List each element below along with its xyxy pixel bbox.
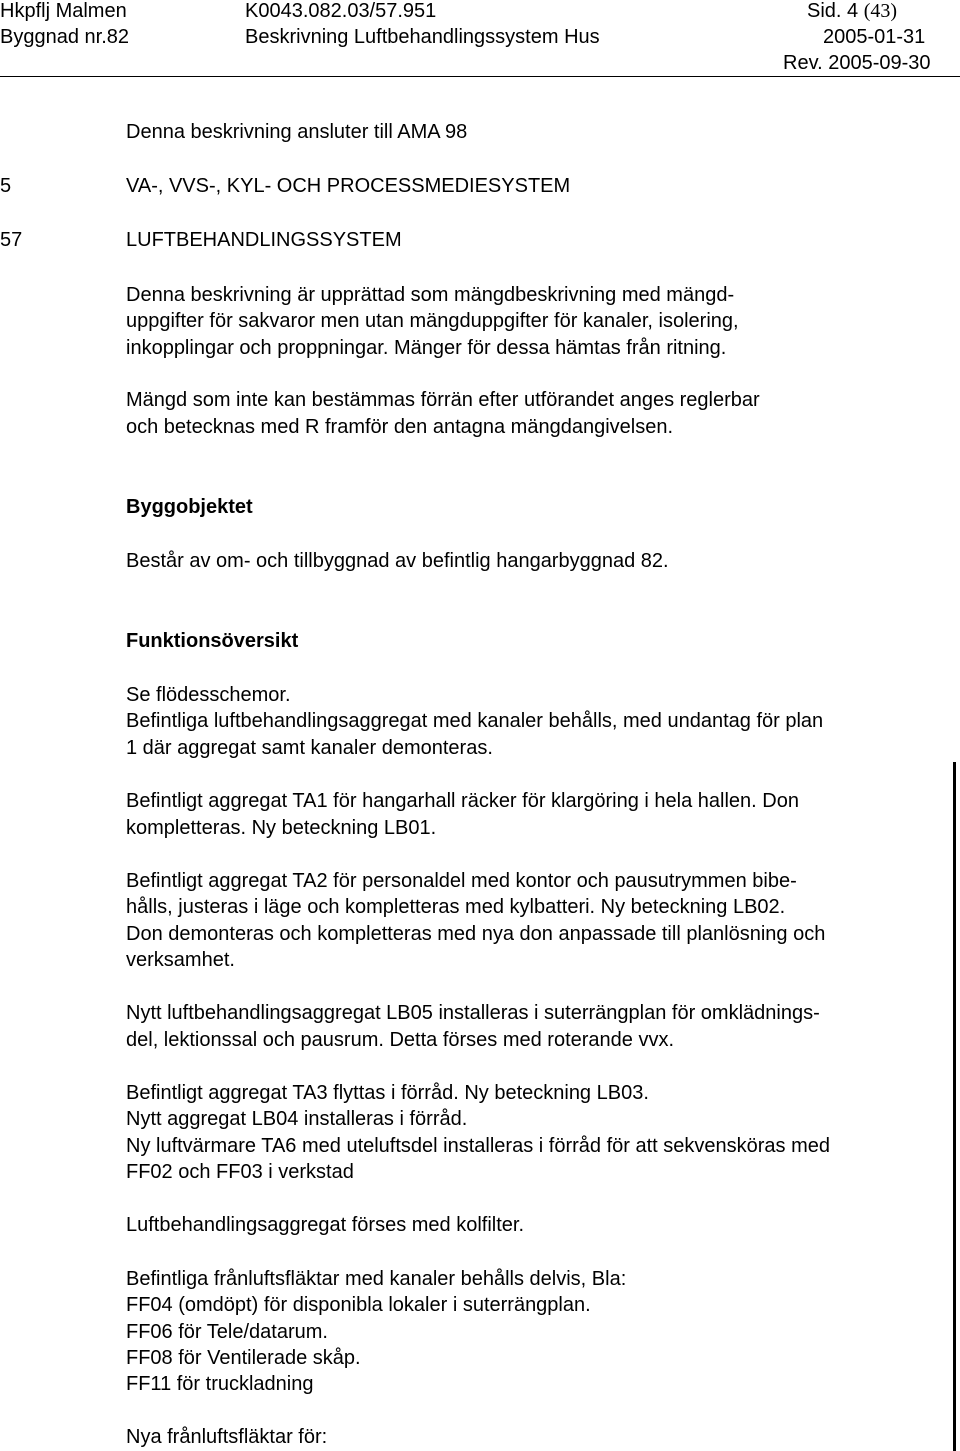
header-building: Byggnad nr.82 bbox=[0, 26, 129, 48]
revision-change-bar bbox=[953, 762, 956, 1451]
funktion-line-2: Befintliga luftbehandlingsaggregat med kanaler behålls, med undantag för plan bbox=[126, 710, 824, 732]
section-57-number: 57 bbox=[0, 229, 23, 251]
para2-line-2: och betecknas med R framför den antagna mängdangivelsen. bbox=[126, 416, 674, 438]
franluft-line-3: FF06 för Tele/datarum. bbox=[126, 1321, 328, 1343]
ta3-line-3: Ny luftvärmare TA6 med uteluftsdel installeras i förråd för att sekvensköras med bbox=[126, 1135, 830, 1157]
funktion-line-3: 1 där aggregat samt kanaler demonteras. bbox=[126, 737, 493, 759]
funktion-heading: Funktionsöversikt bbox=[126, 630, 299, 652]
para1-line-2: uppgifter för sakvaror men utan mängduppgifter för kanaler, isolering, bbox=[126, 310, 739, 332]
kolfilter-text: Luftbehandlingsaggregat förses med kolfilter. bbox=[126, 1214, 525, 1236]
lb05-line-2: del, lektionssal och pausrum. Detta förses med roterande vvx. bbox=[126, 1029, 675, 1051]
ta1-line-1: Befintligt aggregat TA1 för hangarhall räcker för klargöring i hela hallen. Don bbox=[126, 790, 799, 812]
ta2-line-4: verksamhet. bbox=[126, 949, 235, 971]
ta2-line-3: Don demonteras och kompletteras med nya don anpassade till planlösning och bbox=[126, 923, 826, 945]
intro-text: Denna beskrivning ansluter till AMA 98 bbox=[126, 121, 468, 143]
nya-franluft-text: Nya frånluftsfläktar för: bbox=[126, 1426, 328, 1448]
section-5-number: 5 bbox=[0, 175, 12, 197]
ta2-line-1: Befintligt aggregat TA2 för personaldel med kontor och pausutrymmen bibe- bbox=[126, 870, 797, 892]
header-doc-title: Beskrivning Luftbehandlingssystem Hus bbox=[245, 26, 600, 48]
franluft-line-2: FF04 (omdöpt) för disponibla lokaler i suterrängplan. bbox=[126, 1294, 591, 1316]
header-doc-number: K0043.082.03/57.951 bbox=[245, 0, 437, 22]
ta3-line-1: Befintligt aggregat TA3 flyttas i förråd. Ny beteckning LB03. bbox=[126, 1082, 649, 1104]
franluft-line-4: FF08 för Ventilerade skåp. bbox=[126, 1347, 361, 1369]
header-date: 2005-01-31 bbox=[823, 26, 926, 48]
header-revision: Rev. 2005-09-30 bbox=[783, 52, 931, 74]
section-5-title: VA-, VVS-, KYL- OCH PROCESSMEDIESYSTEM bbox=[126, 175, 571, 197]
header-divider bbox=[0, 76, 960, 77]
ta2-line-2: hålls, justeras i läge och kompletteras med kylbatteri. Ny beteckning LB02. bbox=[126, 896, 786, 918]
header-page bbox=[807, 0, 897, 22]
ta3-line-4: FF02 och FF03 i verkstad bbox=[126, 1161, 354, 1183]
byggobjekt-heading: Byggobjektet bbox=[126, 496, 253, 518]
header-page-label: Sid. 4 bbox=[807, 0, 859, 22]
ta1-line-2: kompletteras. Ny beteckning LB01. bbox=[126, 817, 437, 839]
ta3-line-2: Nytt aggregat LB04 installeras i förråd. bbox=[126, 1108, 468, 1130]
para1-line-1: Denna beskrivning är upprättad som mängdbeskrivning med mängd- bbox=[126, 284, 735, 306]
header-project: Hkpflj Malmen bbox=[0, 0, 127, 22]
section-57-title: LUFTBEHANDLINGSSYSTEM bbox=[126, 229, 402, 251]
para1-line-3: inkopplingar och proppningar. Mänger för dessa hämtas från ritning. bbox=[126, 337, 727, 359]
funktion-line-1: Se flödesschemor. bbox=[126, 684, 291, 706]
para2-line-1: Mängd som inte kan bestämmas förrän efter utförandet anges reglerbar bbox=[126, 389, 760, 411]
header-page-total: (43) bbox=[863, 0, 898, 22]
byggobjekt-text: Består av om- och tillbyggnad av befintlig hangarbyggnad 82. bbox=[126, 550, 669, 572]
lb05-line-1: Nytt luftbehandlingsaggregat LB05 installeras i suterrängplan för omklädnings- bbox=[126, 1002, 820, 1024]
franluft-line-1: Befintliga frånluftsfläktar med kanaler behålls delvis, Bla: bbox=[126, 1268, 627, 1290]
franluft-line-5: FF11 för truckladning bbox=[126, 1373, 314, 1395]
